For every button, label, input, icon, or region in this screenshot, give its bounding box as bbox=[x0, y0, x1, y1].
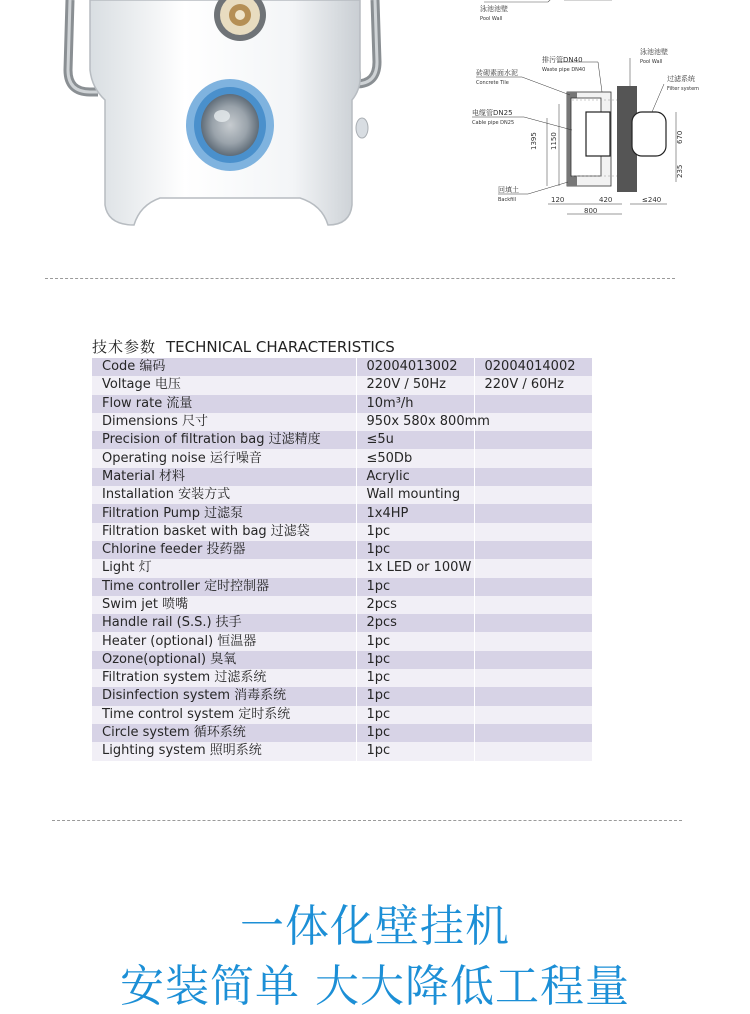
spec-row bbox=[92, 669, 592, 687]
dim-1150: 1150 bbox=[550, 132, 558, 150]
spec-row bbox=[92, 596, 592, 614]
spec-label: Handle rail (S.S.) 扶手 bbox=[92, 614, 356, 632]
spec-row bbox=[92, 724, 592, 742]
spec-label: Chlorine feeder 投药器 bbox=[92, 541, 356, 559]
spec-row bbox=[92, 578, 592, 596]
spec-row bbox=[92, 376, 592, 394]
spec-row bbox=[92, 468, 592, 486]
spec-label: Operating noise 运行噪音 bbox=[92, 449, 356, 467]
spec-row bbox=[92, 541, 592, 559]
diagram-label-cable: 电缆管DN25 bbox=[472, 109, 513, 117]
spec-value-1: 02004013002 bbox=[356, 358, 474, 376]
spec-value-2 bbox=[474, 614, 592, 632]
spec-value-1: ≤5u bbox=[356, 431, 474, 449]
spec-label: Time control system 定时系统 bbox=[92, 706, 356, 724]
spec-label: Swim jet 喷嘴 bbox=[92, 596, 356, 614]
dim-670: 670 bbox=[676, 130, 684, 144]
installation-diagram bbox=[462, 0, 712, 230]
spec-label: Filtration Pump 过滤泵 bbox=[92, 504, 356, 522]
spec-value-2 bbox=[474, 596, 592, 614]
diagram-label-concrete-en: Concrete Tile bbox=[476, 80, 509, 86]
spec-title bbox=[92, 336, 395, 357]
dim-235: 235 bbox=[676, 164, 684, 178]
spec-label: Light 灯 bbox=[92, 559, 356, 577]
diagram-label-waste-pipe-en: Waste pipe DN40 bbox=[542, 67, 586, 73]
spec-value-2 bbox=[474, 523, 592, 541]
spec-label: Circle system 循环系统 bbox=[92, 724, 356, 742]
spec-value-1: 10m³/h bbox=[356, 395, 474, 413]
spec-row bbox=[92, 431, 592, 449]
headline-line-2: 安装简单 大大降低工程量 bbox=[120, 961, 630, 1012]
spec-row bbox=[92, 742, 592, 760]
spec-row bbox=[92, 395, 592, 413]
diagram-label-backfill: 回填土 bbox=[498, 186, 519, 194]
spec-label: Lighting system 照明系统 bbox=[92, 742, 356, 760]
dim-420: 420 bbox=[599, 196, 613, 204]
spec-table-body bbox=[92, 358, 592, 761]
spec-label: Installation 安装方式 bbox=[92, 486, 356, 504]
dim-120: 120 bbox=[551, 196, 565, 204]
spec-value-2 bbox=[474, 651, 592, 669]
headline-line-1: 一体化壁挂机 bbox=[240, 901, 510, 952]
spec-label: Heater (optional) 恒温器 bbox=[92, 632, 356, 650]
diagram-label-backfill-en: Backfill bbox=[498, 197, 517, 203]
spec-row bbox=[92, 358, 592, 376]
spec-value-2 bbox=[474, 468, 592, 486]
spec-label: Time controller 定时控制器 bbox=[92, 578, 356, 596]
dim-1395: 1395 bbox=[530, 132, 538, 150]
spec-value-1: 2pcs bbox=[356, 614, 474, 632]
spec-value-1: 220V / 50Hz bbox=[356, 376, 474, 394]
separator-top bbox=[45, 278, 675, 279]
spec-table bbox=[92, 358, 592, 761]
product-photo bbox=[50, 0, 410, 235]
spec-value-1: Wall mounting bbox=[356, 486, 474, 504]
spec-title-cn: 技术参数 bbox=[92, 338, 157, 356]
diagram-label-cable-en: Cable pipe DN25 bbox=[472, 120, 515, 126]
spec-row bbox=[92, 523, 592, 541]
spec-value-1: 1pc bbox=[356, 687, 474, 705]
spec-value-2 bbox=[474, 504, 592, 522]
spec-value-1: 1pc bbox=[356, 724, 474, 742]
spec-value-1: 1pc bbox=[356, 523, 474, 541]
spec-label: Filtration basket with bag 过滤袋 bbox=[92, 523, 356, 541]
spec-label: Material 材料 bbox=[92, 468, 356, 486]
spec-row bbox=[92, 504, 592, 522]
spec-label: Precision of filtration bag 过滤精度 bbox=[92, 431, 356, 449]
spec-value-1: ≤50Db bbox=[356, 449, 474, 467]
spec-label: Flow rate 流量 bbox=[92, 395, 356, 413]
diagram-label-waste-pipe: 排污管DN40 bbox=[542, 56, 583, 64]
spec-value-1: 1pc bbox=[356, 669, 474, 687]
spec-value-1: 1pc bbox=[356, 742, 474, 760]
diagram-label-pool-wall-top: 泳池池壁 bbox=[480, 5, 508, 13]
spec-value-2 bbox=[474, 706, 592, 724]
spec-label: Ozone(optional) 臭氧 bbox=[92, 651, 356, 669]
spec-value-1: 1pc bbox=[356, 651, 474, 669]
spec-value-1: 1pc bbox=[356, 541, 474, 559]
spec-row bbox=[92, 413, 592, 431]
dim-240: ≤240 bbox=[642, 196, 662, 204]
spec-value-1: 1pc bbox=[356, 706, 474, 724]
spec-value-2 bbox=[474, 578, 592, 596]
separator-bottom bbox=[52, 820, 682, 821]
spec-value-1: 950x 580x 800mm bbox=[356, 413, 474, 431]
spec-row bbox=[92, 632, 592, 650]
spec-value-2: 02004014002 bbox=[474, 358, 592, 376]
spec-value-1: 1pc bbox=[356, 578, 474, 596]
diagram-label-filter: 过滤系统 bbox=[667, 75, 695, 83]
spec-value-2 bbox=[474, 395, 592, 413]
spec-value-2 bbox=[474, 486, 592, 504]
spec-row bbox=[92, 449, 592, 467]
spec-value-1: 1x LED or 100W bbox=[356, 559, 474, 577]
spec-title-en: TECHNICAL CHARACTERISTICS bbox=[166, 338, 395, 356]
spec-value-1: 2pcs bbox=[356, 596, 474, 614]
diagram-label-pool-wall-en: Pool Wall bbox=[640, 59, 663, 65]
spec-value-2 bbox=[474, 413, 592, 431]
spec-value-2 bbox=[474, 431, 592, 449]
spec-row bbox=[92, 614, 592, 632]
spec-value-2 bbox=[474, 449, 592, 467]
spec-value-1: Acrylic bbox=[356, 468, 474, 486]
spec-value-2 bbox=[474, 669, 592, 687]
spec-value-2 bbox=[474, 742, 592, 760]
spec-label: Filtration system 过滤系统 bbox=[92, 669, 356, 687]
spec-value-2 bbox=[474, 559, 592, 577]
spec-row bbox=[92, 687, 592, 705]
spec-value-1: 1x4HP bbox=[356, 504, 474, 522]
spec-row bbox=[92, 486, 592, 504]
spec-value-2 bbox=[474, 687, 592, 705]
diagram-label-filter-en: Filter system bbox=[667, 86, 700, 92]
spec-label: Voltage 电压 bbox=[92, 376, 356, 394]
spec-label: Disinfection system 消毒系统 bbox=[92, 687, 356, 705]
spec-label: Code 编码 bbox=[92, 358, 356, 376]
spec-value-2 bbox=[474, 632, 592, 650]
spec-row bbox=[92, 559, 592, 577]
spec-value-1: 1pc bbox=[356, 632, 474, 650]
spec-label: Dimensions 尺寸 bbox=[92, 413, 356, 431]
diagram-label-pool-wall: 泳池池壁 bbox=[640, 48, 668, 56]
diagram-label-concrete: 砖砌素面水泥 bbox=[476, 69, 518, 77]
spec-value-2 bbox=[474, 724, 592, 742]
diagram-label-pool-wall-top-en: Pool Wall bbox=[480, 16, 503, 22]
spec-value-2: 220V / 60Hz bbox=[474, 376, 592, 394]
spec-row bbox=[92, 651, 592, 669]
spec-value-2 bbox=[474, 541, 592, 559]
spec-row bbox=[92, 706, 592, 724]
dim-800: 800 bbox=[584, 207, 598, 215]
